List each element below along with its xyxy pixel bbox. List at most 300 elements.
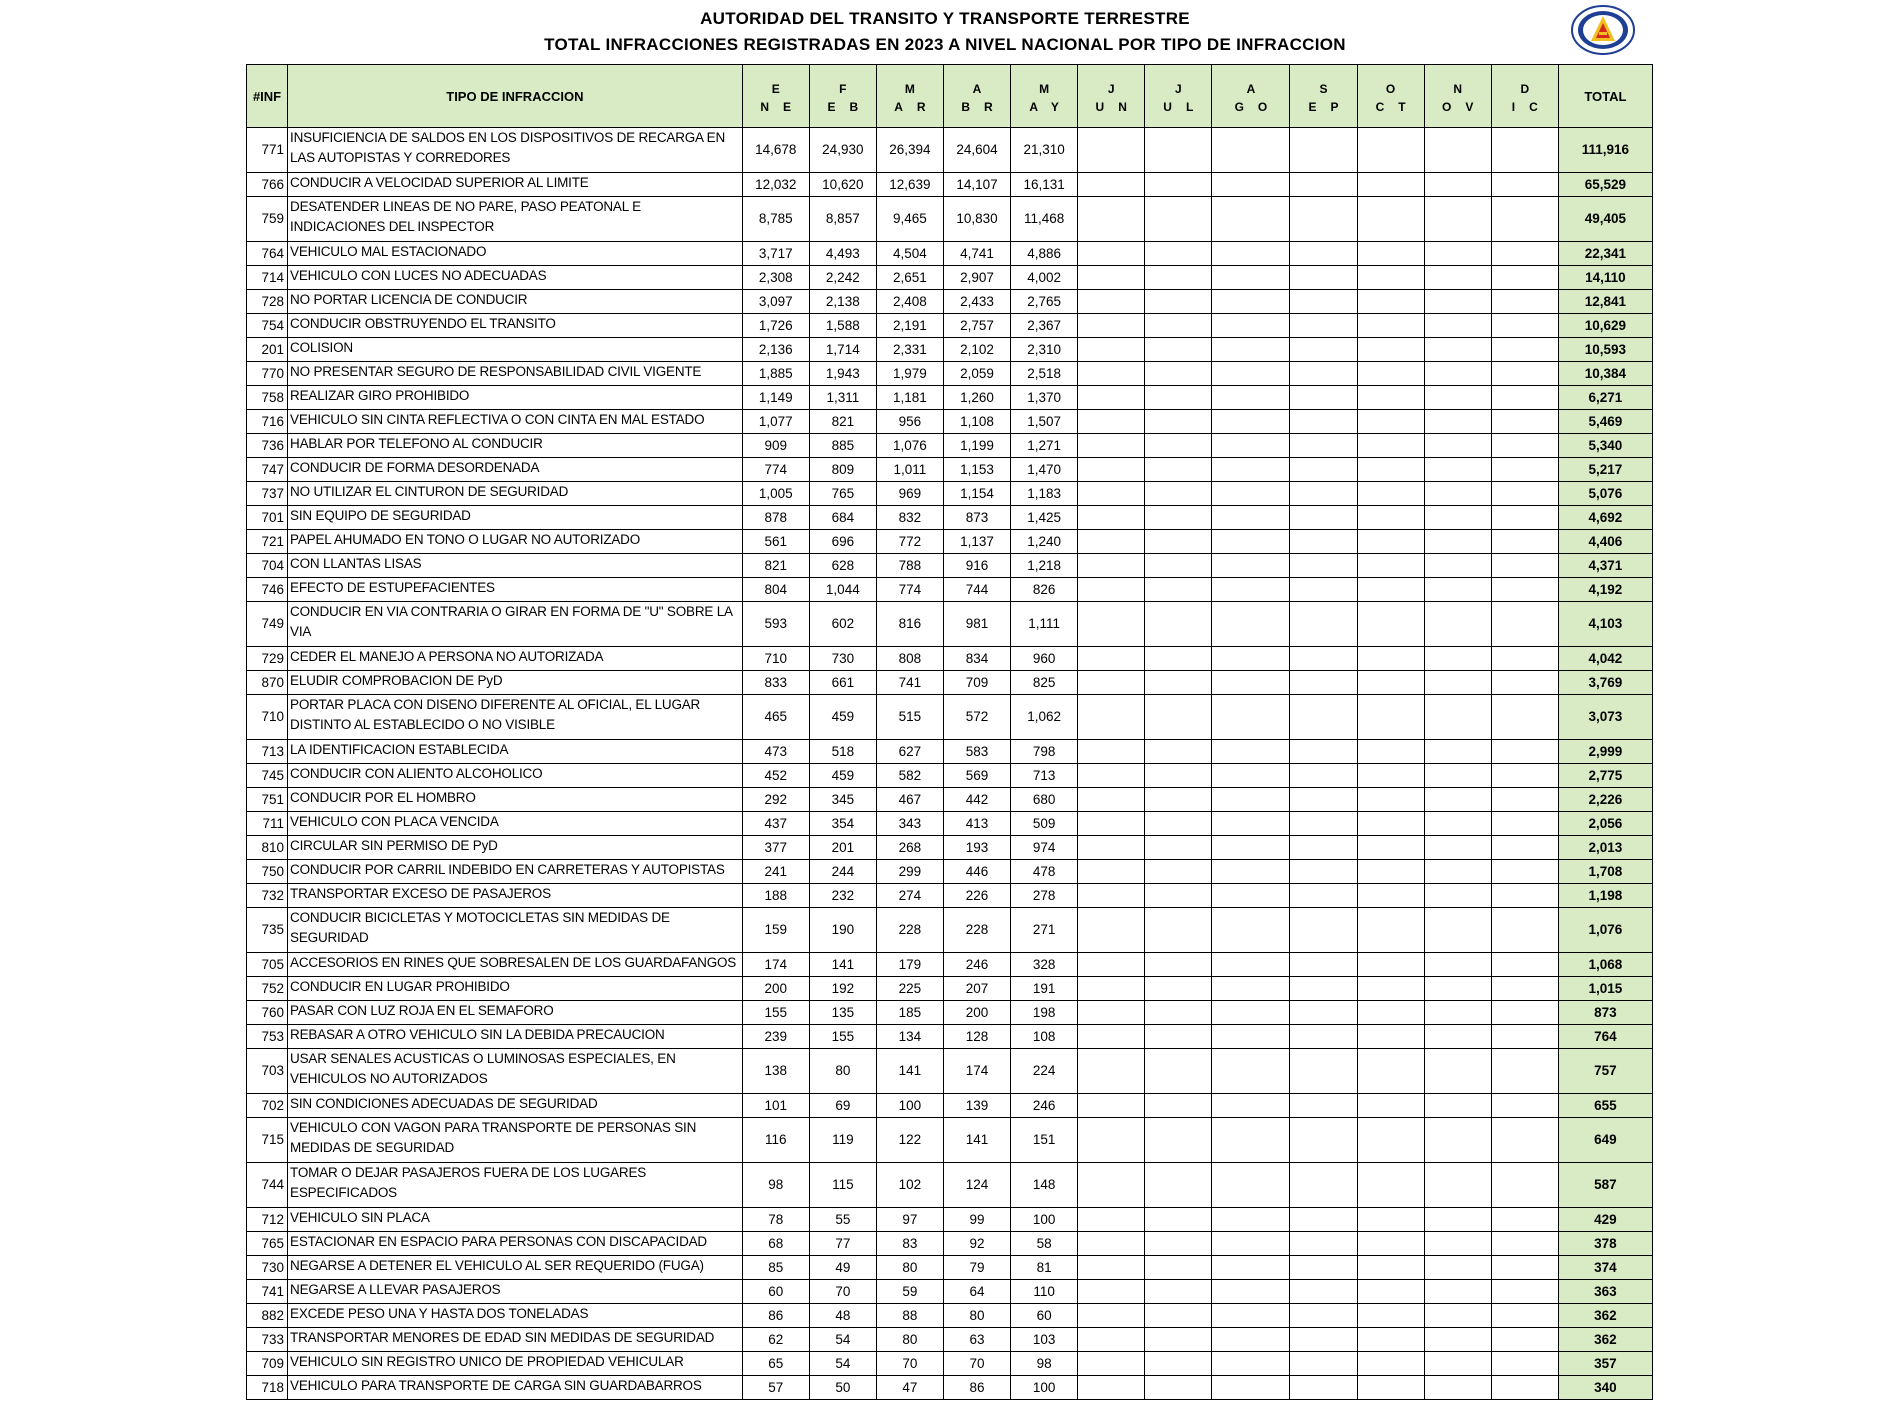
month-value-empty <box>1290 434 1357 458</box>
month-value: 1,062 <box>1011 695 1078 740</box>
month-value-empty <box>1145 1094 1212 1118</box>
row-total: 2,056 <box>1558 812 1652 836</box>
month-value: 569 <box>943 764 1010 788</box>
row-total: 1,198 <box>1558 884 1652 908</box>
month-value: 224 <box>1011 1049 1078 1094</box>
month-value-empty <box>1290 740 1357 764</box>
month-value: 873 <box>943 506 1010 530</box>
month-value-empty <box>1424 1256 1491 1280</box>
month-value: 24,604 <box>943 128 1010 173</box>
month-value-empty <box>1357 836 1424 860</box>
month-value-empty <box>1357 266 1424 290</box>
header-month <box>1290 65 1357 128</box>
header-month-initial: N <box>1453 82 1463 96</box>
month-value: 246 <box>1011 1094 1078 1118</box>
month-value-empty <box>1290 1232 1357 1256</box>
month-value-empty <box>1212 836 1290 860</box>
month-value-empty <box>1078 977 1145 1001</box>
month-value-empty <box>1491 812 1558 836</box>
month-value-empty <box>1491 242 1558 266</box>
month-value: 1,979 <box>876 362 943 386</box>
row-total: 10,629 <box>1558 314 1652 338</box>
infraction-code: 750 <box>247 860 288 884</box>
month-value: 2,757 <box>943 314 1010 338</box>
month-value: 1,076 <box>876 434 943 458</box>
month-value: 2,518 <box>1011 362 1078 386</box>
table-row <box>247 314 1653 338</box>
month-value: 102 <box>876 1163 943 1208</box>
month-value-empty <box>1424 1208 1491 1232</box>
row-total: 649 <box>1558 1118 1652 1163</box>
month-value-empty <box>1078 695 1145 740</box>
month-value-empty <box>1290 977 1357 1001</box>
month-value-empty <box>1424 908 1491 953</box>
infraction-type: PORTAR PLACA CON DISENO DIFERENTE AL OFICIAL, EL LUGAR DISTINTO AL ESTABLECIDO O NO VISIBLE <box>288 695 743 740</box>
month-value-empty <box>1145 482 1212 506</box>
month-value: 885 <box>809 434 876 458</box>
month-value-empty <box>1424 410 1491 434</box>
infraction-code: 744 <box>247 1163 288 1208</box>
table-row <box>247 266 1653 290</box>
table-row <box>247 458 1653 482</box>
month-value: 14,107 <box>943 173 1010 197</box>
month-value-empty <box>1078 1352 1145 1376</box>
month-value-empty <box>1078 434 1145 458</box>
table-row <box>247 977 1653 1001</box>
month-value: 765 <box>809 482 876 506</box>
month-value: 1,108 <box>943 410 1010 434</box>
month-value-empty <box>1145 1163 1212 1208</box>
infraction-type: SIN CONDICIONES ADECUADAS DE SEGURIDAD <box>288 1094 743 1118</box>
row-total: 5,340 <box>1558 434 1652 458</box>
month-value: 710 <box>742 647 809 671</box>
month-value-empty <box>1145 128 1212 173</box>
month-value-empty <box>1212 860 1290 884</box>
month-value-empty <box>1357 1256 1424 1280</box>
header-month-initial: M <box>1039 82 1050 96</box>
row-total: 587 <box>1558 1163 1652 1208</box>
month-value: 1,311 <box>809 386 876 410</box>
month-value-empty <box>1290 386 1357 410</box>
month-value-empty <box>1290 695 1357 740</box>
month-value-empty <box>1212 1304 1290 1328</box>
month-value-empty <box>1424 977 1491 1001</box>
month-value-empty <box>1357 1352 1424 1376</box>
month-value-empty <box>1145 908 1212 953</box>
month-value: 684 <box>809 506 876 530</box>
month-value-empty <box>1212 530 1290 554</box>
month-value-empty <box>1491 1280 1558 1304</box>
month-value: 86 <box>943 1376 1010 1400</box>
month-value-empty <box>1290 908 1357 953</box>
infraction-type: CONDUCIR POR EL HOMBRO <box>288 788 743 812</box>
infraction-type: LA IDENTIFICACION ESTABLECIDA <box>288 740 743 764</box>
month-value-empty <box>1145 1208 1212 1232</box>
month-value-empty <box>1145 1280 1212 1304</box>
month-value-empty <box>1078 1280 1145 1304</box>
month-value: 515 <box>876 695 943 740</box>
month-value-empty <box>1145 884 1212 908</box>
infraction-type: CONDUCIR CON ALIENTO ALCOHOLICO <box>288 764 743 788</box>
header-month-initial: A <box>1246 82 1256 96</box>
month-value: 174 <box>742 953 809 977</box>
infraction-code: 730 <box>247 1256 288 1280</box>
month-value-empty <box>1491 908 1558 953</box>
table-row <box>247 836 1653 860</box>
month-value-empty <box>1145 812 1212 836</box>
row-total: 4,371 <box>1558 554 1652 578</box>
table-row <box>247 908 1653 953</box>
month-value-empty <box>1212 386 1290 410</box>
infraction-type: TRANSPORTAR EXCESO DE PASAJEROS <box>288 884 743 908</box>
infraction-code: 711 <box>247 812 288 836</box>
month-value-empty <box>1357 458 1424 482</box>
infraction-code: 747 <box>247 458 288 482</box>
month-value-empty <box>1357 908 1424 953</box>
infraction-code: 759 <box>247 197 288 242</box>
month-value-empty <box>1491 884 1558 908</box>
month-value: 974 <box>1011 836 1078 860</box>
month-value-empty <box>1078 953 1145 977</box>
table-body <box>247 128 1653 1400</box>
row-total: 757 <box>1558 1049 1652 1094</box>
month-value-empty <box>1290 458 1357 482</box>
month-value-empty <box>1078 647 1145 671</box>
table-row <box>247 671 1653 695</box>
month-value: 509 <box>1011 812 1078 836</box>
infraction-code: 715 <box>247 1118 288 1163</box>
month-value: 2,136 <box>742 338 809 362</box>
month-value: 2,102 <box>943 338 1010 362</box>
month-value-empty <box>1078 812 1145 836</box>
month-value-empty <box>1212 458 1290 482</box>
infraction-code: 733 <box>247 1328 288 1352</box>
month-value-empty <box>1078 740 1145 764</box>
month-value-empty <box>1424 554 1491 578</box>
month-value-empty <box>1078 554 1145 578</box>
month-value: 55 <box>809 1208 876 1232</box>
month-value-empty <box>1491 977 1558 1001</box>
table-row <box>247 647 1653 671</box>
header-month-rest: UL <box>1163 100 1208 114</box>
header-month-rest: OV <box>1442 100 1488 114</box>
month-value-empty <box>1357 1304 1424 1328</box>
header-month-initial: M <box>904 82 915 96</box>
table-row <box>247 860 1653 884</box>
month-value-empty <box>1212 908 1290 953</box>
header-code: #INF <box>247 65 288 128</box>
table-row <box>247 128 1653 173</box>
month-value: 4,493 <box>809 242 876 266</box>
table-row <box>247 506 1653 530</box>
month-value-empty <box>1290 197 1357 242</box>
infraction-code: 749 <box>247 602 288 647</box>
month-value-empty <box>1078 458 1145 482</box>
month-value-empty <box>1424 671 1491 695</box>
month-value-empty <box>1491 1025 1558 1049</box>
infraction-code: 770 <box>247 362 288 386</box>
table-row <box>247 1280 1653 1304</box>
month-value-empty <box>1212 338 1290 362</box>
month-value-empty <box>1424 290 1491 314</box>
month-value-empty <box>1491 1163 1558 1208</box>
month-value-empty <box>1357 977 1424 1001</box>
month-value: 2,331 <box>876 338 943 362</box>
month-value: 377 <box>742 836 809 860</box>
month-value: 473 <box>742 740 809 764</box>
month-value-empty <box>1491 314 1558 338</box>
month-value: 709 <box>943 671 1010 695</box>
month-value-empty <box>1145 242 1212 266</box>
month-value: 12,639 <box>876 173 943 197</box>
infraction-code: 765 <box>247 1232 288 1256</box>
month-value: 1,470 <box>1011 458 1078 482</box>
month-value-empty <box>1357 578 1424 602</box>
month-value-empty <box>1145 1352 1212 1376</box>
infraction-code: 760 <box>247 1001 288 1025</box>
month-value-empty <box>1491 764 1558 788</box>
month-value-empty <box>1357 1280 1424 1304</box>
month-value: 50 <box>809 1376 876 1400</box>
month-value: 268 <box>876 836 943 860</box>
month-value-empty <box>1357 1118 1424 1163</box>
month-value: 798 <box>1011 740 1078 764</box>
month-value: 518 <box>809 740 876 764</box>
infraction-type: PAPEL AHUMADO EN TONO O LUGAR NO AUTORIZADO <box>288 530 743 554</box>
header-month-rest: GO <box>1234 100 1282 114</box>
infraction-code: 745 <box>247 764 288 788</box>
month-value: 85 <box>742 1256 809 1280</box>
month-value: 452 <box>742 764 809 788</box>
month-value: 278 <box>1011 884 1078 908</box>
row-total: 1,076 <box>1558 908 1652 953</box>
month-value: 628 <box>809 554 876 578</box>
month-value-empty <box>1357 314 1424 338</box>
month-value-empty <box>1212 1376 1290 1400</box>
month-value: 1,240 <box>1011 530 1078 554</box>
header-month <box>1145 65 1212 128</box>
month-value: 271 <box>1011 908 1078 953</box>
month-value: 661 <box>809 671 876 695</box>
month-value-empty <box>1491 1352 1558 1376</box>
month-value-empty <box>1491 128 1558 173</box>
month-value-empty <box>1145 1001 1212 1025</box>
month-value-empty <box>1290 1025 1357 1049</box>
month-value-empty <box>1145 1256 1212 1280</box>
month-value: 188 <box>742 884 809 908</box>
month-value: 446 <box>943 860 1010 884</box>
month-value: 3,717 <box>742 242 809 266</box>
month-value-empty <box>1290 812 1357 836</box>
month-value: 583 <box>943 740 1010 764</box>
month-value-empty <box>1491 554 1558 578</box>
month-value-empty <box>1290 647 1357 671</box>
month-value-empty <box>1212 671 1290 695</box>
month-value: 561 <box>742 530 809 554</box>
month-value-empty <box>1078 1232 1145 1256</box>
header-month <box>1011 65 1078 128</box>
month-value: 1,011 <box>876 458 943 482</box>
month-value-empty <box>1078 410 1145 434</box>
row-total: 374 <box>1558 1256 1652 1280</box>
infraction-type: CIRCULAR SIN PERMISO DE PyD <box>288 836 743 860</box>
month-value: 141 <box>809 953 876 977</box>
month-value: 593 <box>742 602 809 647</box>
month-value-empty <box>1078 1304 1145 1328</box>
month-value: 60 <box>742 1280 809 1304</box>
infraction-code: 810 <box>247 836 288 860</box>
month-value-empty <box>1357 788 1424 812</box>
month-value-empty <box>1424 764 1491 788</box>
month-value: 119 <box>809 1118 876 1163</box>
month-value: 190 <box>809 908 876 953</box>
month-value: 98 <box>1011 1352 1078 1376</box>
month-value: 69 <box>809 1094 876 1118</box>
month-value: 59 <box>876 1280 943 1304</box>
month-value-empty <box>1212 1118 1290 1163</box>
header-month-initial: E <box>771 82 780 96</box>
month-value: 101 <box>742 1094 809 1118</box>
header-month-rest: EB <box>827 100 873 114</box>
month-value: 834 <box>943 647 1010 671</box>
table-row <box>247 1049 1653 1094</box>
month-value: 2,308 <box>742 266 809 290</box>
month-value-empty <box>1212 362 1290 386</box>
infraction-type: PASAR CON LUZ ROJA EN EL SEMAFORO <box>288 1001 743 1025</box>
month-value: 79 <box>943 1256 1010 1280</box>
table-row <box>247 410 1653 434</box>
month-value-empty <box>1357 173 1424 197</box>
month-value-empty <box>1424 695 1491 740</box>
table-header-row <box>247 65 1653 128</box>
table-row <box>247 1352 1653 1376</box>
header-month-rest: CT <box>1375 100 1420 114</box>
header-month-rest: NE <box>760 100 806 114</box>
month-value-empty <box>1212 1352 1290 1376</box>
month-value: 141 <box>943 1118 1010 1163</box>
header-month <box>943 65 1010 128</box>
month-value-empty <box>1212 695 1290 740</box>
month-value-empty <box>1424 1328 1491 1352</box>
month-value-empty <box>1491 740 1558 764</box>
infraction-code: 741 <box>247 1280 288 1304</box>
infraction-type: VEHICULO SIN REGISTRO UNICO DE PROPIEDAD VEHICULAR <box>288 1352 743 1376</box>
month-value: 115 <box>809 1163 876 1208</box>
infraction-code: 764 <box>247 242 288 266</box>
month-value: 804 <box>742 578 809 602</box>
month-value: 602 <box>809 602 876 647</box>
infraction-type: USAR SENALES ACUSTICAS O LUMINOSAS ESPECIALES, EN VEHICULOS NO AUTORIZADOS <box>288 1049 743 1094</box>
row-total: 2,775 <box>1558 764 1652 788</box>
month-value: 437 <box>742 812 809 836</box>
month-value: 26,394 <box>876 128 943 173</box>
month-value: 345 <box>809 788 876 812</box>
month-value-empty <box>1212 884 1290 908</box>
month-value-empty <box>1424 506 1491 530</box>
month-value-empty <box>1290 290 1357 314</box>
month-value-empty <box>1491 1376 1558 1400</box>
month-value: 478 <box>1011 860 1078 884</box>
month-value: 582 <box>876 764 943 788</box>
month-value-empty <box>1491 671 1558 695</box>
month-value-empty <box>1357 671 1424 695</box>
month-value-empty <box>1290 788 1357 812</box>
month-value-empty <box>1491 338 1558 362</box>
month-value-empty <box>1212 1280 1290 1304</box>
month-value: 459 <box>809 695 876 740</box>
month-value-empty <box>1357 1025 1424 1049</box>
infraction-type: VEHICULO CON PLACA VENCIDA <box>288 812 743 836</box>
month-value-empty <box>1078 1001 1145 1025</box>
month-value: 110 <box>1011 1280 1078 1304</box>
month-value-empty <box>1357 290 1424 314</box>
month-value-empty <box>1357 812 1424 836</box>
month-value-empty <box>1078 530 1145 554</box>
month-value-empty <box>1078 506 1145 530</box>
month-value-empty <box>1357 434 1424 458</box>
month-value: 200 <box>943 1001 1010 1025</box>
month-value: 808 <box>876 647 943 671</box>
header-month-rest: AY <box>1029 100 1073 114</box>
month-value-empty <box>1357 1049 1424 1094</box>
month-value-empty <box>1078 788 1145 812</box>
infraction-code: 752 <box>247 977 288 1001</box>
month-value-empty <box>1357 386 1424 410</box>
table-row <box>247 1376 1653 1400</box>
month-value: 1,714 <box>809 338 876 362</box>
month-value: 108 <box>1011 1025 1078 1049</box>
month-value: 4,886 <box>1011 242 1078 266</box>
month-value: 2,433 <box>943 290 1010 314</box>
month-value-empty <box>1424 266 1491 290</box>
month-value: 135 <box>809 1001 876 1025</box>
month-value: 1,726 <box>742 314 809 338</box>
row-total: 12,841 <box>1558 290 1652 314</box>
month-value-empty <box>1212 764 1290 788</box>
row-total: 4,692 <box>1558 506 1652 530</box>
infraction-type: NO PORTAR LICENCIA DE CONDUCIR <box>288 290 743 314</box>
table-row <box>247 338 1653 362</box>
table-row <box>247 1118 1653 1163</box>
infraction-type: VEHICULO SIN CINTA REFLECTIVA O CON CINTA EN MAL ESTADO <box>288 410 743 434</box>
row-total: 2,999 <box>1558 740 1652 764</box>
month-value: 741 <box>876 671 943 695</box>
infraction-type: CONDUCIR DE FORMA DESORDENADA <box>288 458 743 482</box>
infraction-code: 728 <box>247 290 288 314</box>
month-value-empty <box>1145 1118 1212 1163</box>
month-value-empty <box>1491 506 1558 530</box>
month-value-empty <box>1212 602 1290 647</box>
month-value: 128 <box>943 1025 1010 1049</box>
month-value-empty <box>1491 173 1558 197</box>
report-title: AUTORIDAD DEL TRANSITO Y TRANSPORTE TERRESTRE <box>700 9 1190 28</box>
month-value: 47 <box>876 1376 943 1400</box>
month-value-empty <box>1212 647 1290 671</box>
month-value-empty <box>1145 314 1212 338</box>
infraction-code: 714 <box>247 266 288 290</box>
infraction-type: EXCEDE PESO UNA Y HASTA DOS TONELADAS <box>288 1304 743 1328</box>
header-month-rest: UN <box>1095 100 1141 114</box>
month-value-empty <box>1078 386 1145 410</box>
month-value-empty <box>1145 530 1212 554</box>
month-value-empty <box>1424 602 1491 647</box>
month-value-empty <box>1290 602 1357 647</box>
infraction-code: 705 <box>247 953 288 977</box>
month-value-empty <box>1491 1304 1558 1328</box>
month-value: 8,857 <box>809 197 876 242</box>
month-value: 9,465 <box>876 197 943 242</box>
month-value-empty <box>1145 836 1212 860</box>
